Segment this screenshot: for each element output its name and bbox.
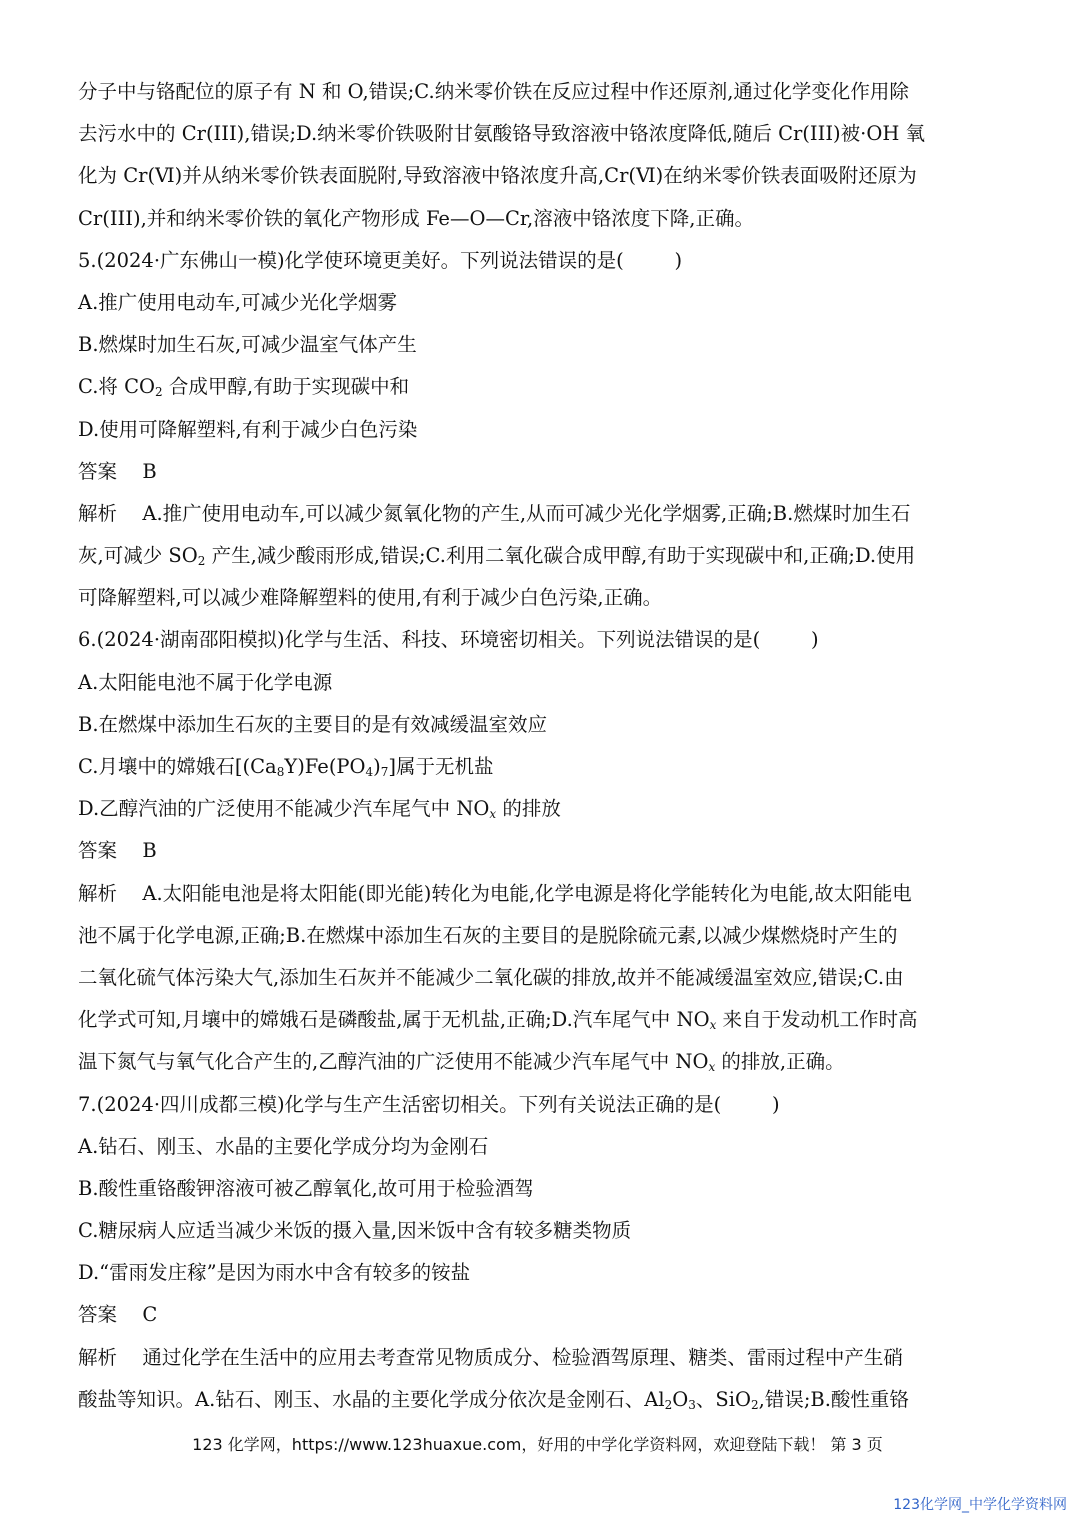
text-line: 分子中与铬配位的原子有 N 和 O,错误;C.纳米零价铁在反应过程中作还原剂,通过化学变化作用除 (78, 80, 909, 103)
subscript: 8 (276, 765, 285, 779)
analysis-line (78, 535, 998, 577)
option-text: 合成甲醇,有助于实现碳中和 (162, 375, 410, 399)
option-b: B.燃煤时加生石灰,可减少温室气体产生 (78, 333, 417, 357)
subscript: 2 (197, 554, 206, 569)
analysis-row (78, 493, 998, 535)
analysis-line (78, 1041, 998, 1083)
page-footer: 123 化学网，https://www.123huaxue.com，好用的中学化学资料网，欢迎登陆下载！ 第 3 页 (192, 1435, 883, 1454)
answer-value: B (142, 839, 157, 863)
option-text: ]属于无机盐 (388, 755, 494, 778)
analysis-line: 池不属于化学电源,正确;B.在燃煤中添加生石灰的主要目的是脱除硫元素,以减少煤燃烧时产生的 (78, 923, 898, 947)
question-7-stem (78, 1084, 998, 1126)
analysis-text: 的排放,正确。 (715, 1050, 845, 1074)
option-c (78, 746, 998, 788)
subscript: 4 (365, 765, 374, 779)
question-text: 5.(2024·广东佛山一模)化学使环境更美好。下列说法错误的是( (78, 248, 624, 272)
subscript-italic: x (709, 1018, 717, 1033)
subscript: 7 (380, 765, 389, 779)
option-text: Y)Fe(PO (284, 755, 366, 778)
analysis-line: 二氧化硫气体污染大气,添加生石灰并不能减少二氧化碳的排放,故并不能减缓温室效应,错误;C.由 (78, 965, 904, 989)
option-d: D.“雷雨发庄稼”是因为雨水中含有较多的铵盐 (78, 1261, 471, 1285)
option-text: C.将 CO (78, 375, 156, 399)
option-text: ) (373, 755, 381, 778)
subscript: 2 (750, 1397, 759, 1412)
option-text: C.月壤中的嫦娥石[(Ca (78, 755, 277, 778)
analysis-text: 酸盐等知识。A.钻石、刚玉、水晶的主要化学成分依次是金刚石、Al (78, 1387, 665, 1411)
subscript: 3 (688, 1397, 696, 1412)
answer-value: B (142, 459, 157, 483)
site-watermark: 123化学网_中学化学资料网 (893, 1497, 1067, 1513)
analysis-line (78, 1379, 998, 1421)
text-line: 化为 Cr(Ⅵ)并从纳米零价铁表面脱附,导致溶液中铬浓度升高,Cr(Ⅵ)在纳米零价铁表面吸附还原为 (78, 164, 917, 188)
answer-label: 答案 (78, 839, 118, 863)
option-a: A.太阳能电池不属于化学电源 (78, 670, 333, 694)
option-d (78, 788, 998, 830)
answer-row (78, 830, 998, 872)
page-content (78, 71, 998, 1421)
option-a: A.推广使用电动车,可减少光化学烟雾 (78, 290, 397, 314)
question-6-stem (78, 619, 998, 661)
question-text: 7.(2024·四川成都三模)化学与生产生活密切相关。下列有关说法正确的是( (78, 1092, 722, 1116)
analysis-text: 化学式可知,月壤中的嫦娥石是磷酸盐,属于无机盐,正确;D.汽车尾气中 NO (78, 1008, 710, 1032)
analysis-text: 灰,可减少 SO (78, 544, 198, 568)
answer-value: C (142, 1303, 158, 1327)
analysis-label: 解析 (78, 501, 118, 525)
analysis-text: A.太阳能电池是将太阳能(即光能)转化为电能,化学电源是将化学能转化为电能,故太阳能电 (142, 881, 912, 905)
analysis-text: O (672, 1387, 689, 1411)
option-c (78, 366, 998, 408)
analysis-row (78, 1337, 998, 1379)
answer-row (78, 451, 998, 493)
text-line: 去污水中的 Cr(III),错误;D.纳米零价铁吸附甘氨酸铬导致溶液中铬浓度降低,随后 Cr(III)被·OH 氧 (78, 122, 926, 146)
analysis-text: 来自于发动机工作时高 (716, 1008, 918, 1032)
subscript-italic: x (708, 1060, 716, 1075)
option-c: C.糖尿病人应适当减少米饭的摄入量,因米饭中含有较多糖类物质 (78, 1219, 632, 1243)
analysis-text: ,错误;B.酸性重铬 (758, 1387, 909, 1411)
answer-row (78, 1294, 998, 1336)
analysis-label: 解析 (78, 881, 118, 905)
subscript-italic: x (489, 807, 497, 822)
text-line: Cr(III),并和纳米零价铁的氧化产物形成 Fe—O—Cr,溶液中铬浓度下降,正确。 (78, 206, 754, 230)
answer-label: 答案 (78, 1303, 118, 1327)
option-text: 的排放 (496, 797, 561, 821)
option-text: D.乙醇汽油的广泛使用不能减少汽车尾气中 NO (78, 797, 490, 821)
paren-close: ) (771, 1092, 780, 1116)
subscript: 2 (664, 1397, 673, 1412)
option-d: D.使用可降解塑料,有利于减少白色污染 (78, 417, 418, 441)
analysis-line: 可降解塑料,可以减少难降解塑料的使用,有利于减少白色污染,正确。 (78, 586, 663, 610)
question-text: 6.(2024·湖南邵阳模拟)化学与生活、科技、环境密切相关。下列说法错误的是( (78, 628, 761, 652)
analysis-label: 解析 (78, 1345, 118, 1369)
paren-close: ) (674, 248, 683, 272)
option-a: A.钻石、刚玉、水晶的主要化学成分均为金刚石 (78, 1134, 489, 1158)
option-b: B.酸性重铬酸钾溶液可被乙醇氧化,故可用于检验酒驾 (78, 1176, 534, 1200)
analysis-text: A.推广使用电动车,可以减少氮氧化物的产生,从而可减少光化学烟雾,正确;B.燃煤时加生石 (142, 501, 911, 525)
analysis-row (78, 873, 998, 915)
answer-label: 答案 (78, 459, 118, 483)
analysis-line (78, 999, 998, 1041)
analysis-text: 温下氮气与氧气化合产生的,乙醇汽油的广泛使用不能减少汽车尾气中 NO (78, 1050, 709, 1074)
question-5-stem (78, 240, 998, 282)
analysis-text: 产生,减少酸雨形成,错误;C.利用二氧化碳合成甲醇,有助于实现碳中和,正确;D.使用 (205, 544, 916, 568)
analysis-text: 、SiO (695, 1387, 751, 1411)
subscript: 2 (155, 385, 163, 400)
analysis-text: 通过化学在生活中的应用去考查常见物质成分、检验酒驾原理、糖类、雷雨过程中产生硝 (142, 1345, 903, 1369)
option-b: B.在燃煤中添加生石灰的主要目的是有效减缓温室效应 (78, 712, 548, 736)
paren-close: ) (810, 628, 819, 652)
